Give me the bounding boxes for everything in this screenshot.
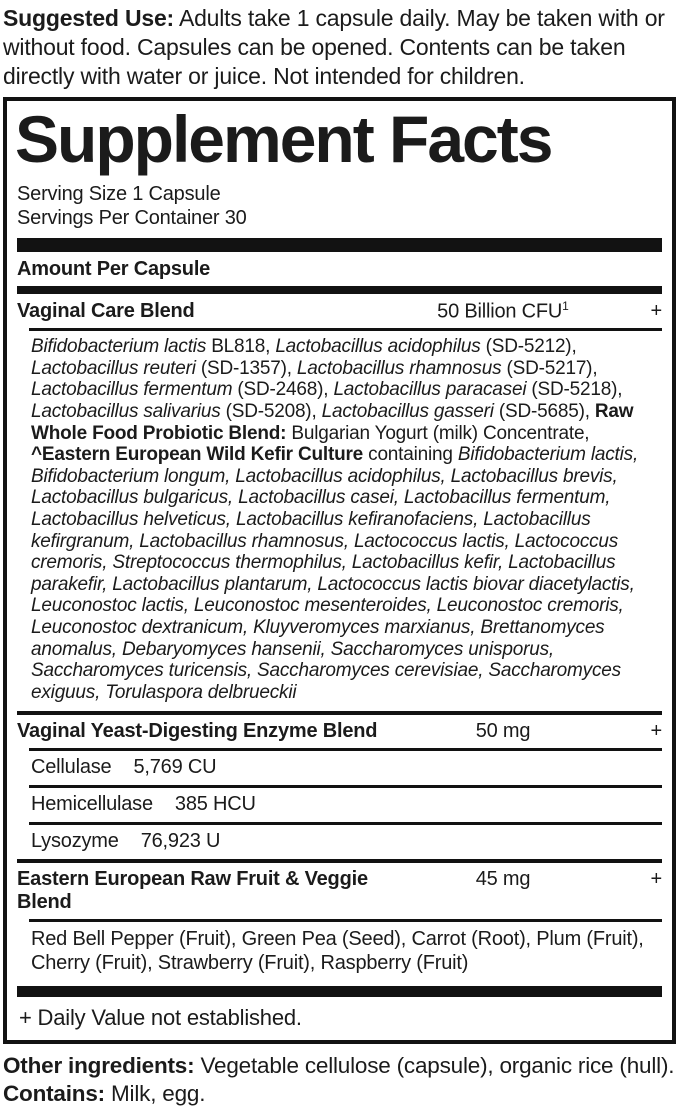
blend-description-fruit-veggie: Red Bell Pepper (Fruit), Green Pea (Seed), Carrot (Root), Plum (Fruit), Cherry (Fruit), Strawberry (Fruit), Raspberry (Fruit) <box>29 919 662 984</box>
daily-value-symbol: + <box>650 868 662 891</box>
contains-label: Contains: <box>3 1080 105 1106</box>
servings-per-container: Servings Per Container 30 <box>17 206 247 229</box>
suggested-use-label: Suggested Use: <box>3 5 175 31</box>
divider-bar-medium <box>17 286 662 294</box>
blend-amount: 45 mg <box>475 868 531 891</box>
suggested-use-text <box>0 0 679 97</box>
panel-title: Supplement Facts <box>15 102 552 176</box>
other-ingredients <box>3 1052 676 1080</box>
blend-row-enzyme <box>17 711 662 748</box>
blend-amount <box>378 299 628 324</box>
suggested-use-body: Adults take 1 capsule daily. May be taken with or without food. Capsules can be opened. Contents can be taken directly with water or juice. Not intended for children. <box>3 5 665 89</box>
daily-value-symbol: + <box>650 720 662 743</box>
divider-bar-footnote <box>17 986 662 997</box>
ingredient-name: Hemicellulase <box>31 793 153 816</box>
other-ingredients-section <box>0 1044 679 1107</box>
ingredient-amount: 5,769 CU <box>133 756 217 779</box>
ingredient-row-lysozyme <box>29 822 662 859</box>
other-ingredients-text: Vegetable cellulose (capsule), organic rice (hull). <box>200 1053 675 1079</box>
other-ingredients-label: Other ingredients: <box>3 1053 195 1079</box>
ingredient-amount: 76,923 U <box>140 830 221 853</box>
daily-value-symbol: + <box>650 300 662 323</box>
supplement-facts-panel <box>3 97 676 1044</box>
blend-name: Vaginal Care Blend <box>17 300 195 323</box>
blend-description-probiotics: Bifidobacterium lactis BL818, Lactobacillus acidophilus (SD-5212), Lactobacillus reuteri (SD-1357), Lactobacillus rhamnosus (SD-5217), Lactobacillus fermentum (SD-2468), Lactobacillus paracasei (SD-5218), Lactobacillus salivarius (SD-5208), Lactobacillus gasseri (SD-5685), Raw Whole Food Probiotic Blend: Bulgarian Yogurt (milk) Concentrate, ^Eastern European Wild Kefir Culture containing Bifidobacterium lactis, Bifidobacterium longum, Lactobacillus acidophilus, Lactobacillus brevis, Lactobacillus bulgaricus, Lactobacillus casei, Lactobacillus fermentum, Lactobacillus helveticus, Lactobacillus kefiranofaciens, Lactobacillus kefirgranum, Lactobacillus rhamnosus, Lactococcus lactis, Lactococcus cremoris, Streptococcus thermophilus, Lactobacillus kefir, Lactobacillus parakefir, Lactobacillus plantarum, Lactococcus lactis biovar diacetylactis, Leuconostoc lactis, Leuconostoc mesenteroides, Leuconostoc cremoris, Leuconostoc dextranicum, Kluyveromyces marxianus, Brettanomyces anomalus, Debaryomyces hansenii, Saccharomyces unisporus, Saccharomyces turicensis, Saccharomyces cerevisiae, Saccharomyces exiguus, Torulaspora delbrueckii <box>29 328 662 711</box>
blend-amount: 50 mg <box>475 720 531 743</box>
contains-text: Milk, egg. <box>111 1080 206 1106</box>
ingredient-name: Lysozyme <box>31 830 119 853</box>
ingredient-amount: 385 HCU <box>174 793 256 816</box>
blend-row-vaginal-care <box>17 294 662 329</box>
serving-size: Serving Size 1 Capsule <box>17 182 221 205</box>
blend-amount-superscript: 1 <box>562 298 569 313</box>
blend-row-fruit-veggie <box>17 859 662 919</box>
blend-amount-value: 50 Billion CFU <box>437 300 563 323</box>
divider-bar-thick <box>17 238 662 252</box>
ingredient-name: Cellulase <box>31 756 112 779</box>
ingredient-row-hemicellulase <box>29 785 662 822</box>
amount-per-capsule-header: Amount Per Capsule <box>17 257 211 280</box>
blend-name: Eastern European Raw Fruit & Veggie Blend <box>17 868 368 914</box>
ingredient-row-cellulase <box>29 748 662 785</box>
daily-value-footnote: + Daily Value not established. <box>19 1005 302 1031</box>
blend-name: Vaginal Yeast-Digesting Enzyme Blend <box>17 720 378 743</box>
contains-statement <box>3 1080 676 1107</box>
